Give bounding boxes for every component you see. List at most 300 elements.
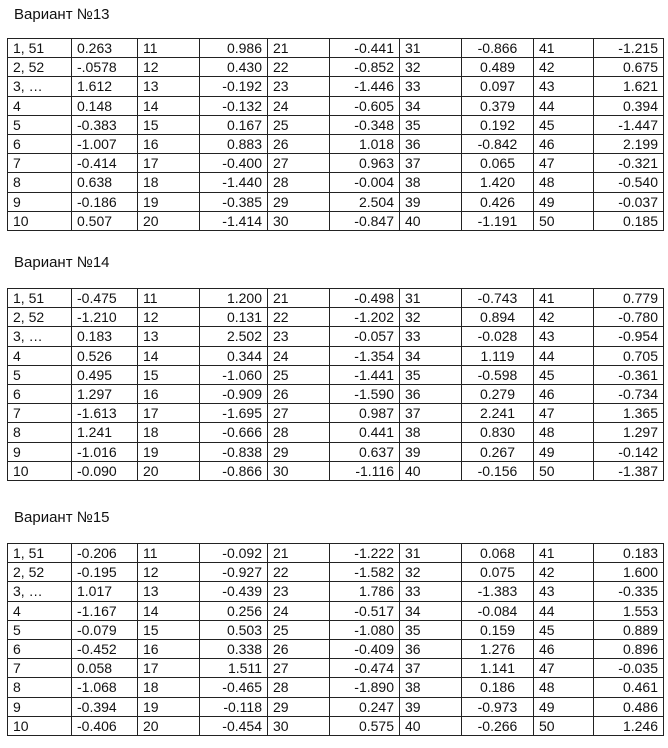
value-cell: 1.017 — [72, 582, 138, 601]
index-cell: 9 — [8, 442, 72, 461]
index-cell: 30 — [268, 461, 330, 480]
table-row — [8, 697, 664, 716]
table-row — [8, 659, 664, 678]
value-cell: 0.192 — [462, 115, 534, 134]
value-cell: -1.191 — [462, 211, 534, 230]
value-cell: 0.503 — [200, 620, 268, 639]
value-cell: -0.454 — [200, 716, 268, 735]
value-cell: 0.963 — [330, 154, 400, 173]
value-cell: -0.385 — [200, 192, 268, 211]
value-cell: -1.441 — [330, 365, 400, 384]
index-cell: 15 — [138, 620, 200, 639]
index-cell: 40 — [400, 211, 462, 230]
value-cell: -0.452 — [72, 639, 138, 658]
value-cell: 1.241 — [72, 423, 138, 442]
index-cell: 45 — [534, 365, 594, 384]
index-cell: 39 — [400, 442, 462, 461]
table-row — [8, 58, 664, 77]
table-row — [8, 423, 664, 442]
index-cell: 6 — [8, 384, 72, 403]
value-cell: 0.186 — [462, 678, 534, 697]
value-cell: -1.440 — [200, 173, 268, 192]
index-cell: 31 — [400, 544, 462, 563]
value-cell: -1.210 — [72, 308, 138, 327]
index-cell: 20 — [138, 461, 200, 480]
value-cell: -0.118 — [200, 697, 268, 716]
value-cell: -0.195 — [72, 563, 138, 582]
value-cell: 0.256 — [200, 601, 268, 620]
index-cell: 29 — [268, 442, 330, 461]
index-cell: 42 — [534, 58, 594, 77]
index-cell: 44 — [534, 346, 594, 365]
value-cell: -0.409 — [330, 639, 400, 658]
index-cell: 35 — [400, 115, 462, 134]
index-cell: 8 — [8, 173, 72, 192]
value-cell: -0.973 — [462, 697, 534, 716]
variant-14-table — [7, 288, 664, 481]
index-cell: 21 — [268, 39, 330, 58]
value-cell: -0.090 — [72, 461, 138, 480]
variant-13-title: Вариант №13 — [14, 6, 110, 23]
value-cell: -0.028 — [462, 327, 534, 346]
index-cell: 28 — [268, 678, 330, 697]
index-cell: 46 — [534, 134, 594, 153]
index-cell: 48 — [534, 678, 594, 697]
index-cell: 28 — [268, 173, 330, 192]
table-row — [8, 134, 664, 153]
value-cell: 0.058 — [72, 659, 138, 678]
value-cell: -0.192 — [200, 77, 268, 96]
index-cell: 18 — [138, 423, 200, 442]
index-cell: 44 — [534, 601, 594, 620]
value-cell: -1.080 — [330, 620, 400, 639]
table-row — [8, 346, 664, 365]
value-cell: -0.743 — [462, 289, 534, 308]
index-cell: 15 — [138, 365, 200, 384]
index-cell: 13 — [138, 77, 200, 96]
table-row — [8, 173, 664, 192]
index-cell: 37 — [400, 659, 462, 678]
value-cell: 0.675 — [594, 58, 664, 77]
value-cell: -0.132 — [200, 96, 268, 115]
value-cell: 0.247 — [330, 697, 400, 716]
index-cell: 25 — [268, 115, 330, 134]
index-cell: 33 — [400, 327, 462, 346]
value-cell: 0.896 — [594, 639, 664, 658]
index-cell: 11 — [138, 39, 200, 58]
value-cell: 1.119 — [462, 346, 534, 365]
index-cell: 27 — [268, 154, 330, 173]
index-cell: 22 — [268, 308, 330, 327]
value-cell: 1.612 — [72, 77, 138, 96]
index-cell: 2, 52 — [8, 308, 72, 327]
table-row — [8, 308, 664, 327]
index-cell: 3, … — [8, 582, 72, 601]
table-row — [8, 639, 664, 658]
value-cell: 1.621 — [594, 77, 664, 96]
table-row — [8, 211, 664, 230]
value-cell: -1.582 — [330, 563, 400, 582]
value-cell: -0.852 — [330, 58, 400, 77]
table-row — [8, 115, 664, 134]
value-cell: -1.446 — [330, 77, 400, 96]
value-cell: -1.383 — [462, 582, 534, 601]
index-cell: 10 — [8, 461, 72, 480]
value-cell: -0.186 — [72, 192, 138, 211]
index-cell: 45 — [534, 620, 594, 639]
value-cell: 0.489 — [462, 58, 534, 77]
index-cell: 40 — [400, 716, 462, 735]
value-cell: 1.786 — [330, 582, 400, 601]
value-cell: 0.426 — [462, 192, 534, 211]
table-row — [8, 96, 664, 115]
value-cell: 0.779 — [594, 289, 664, 308]
value-cell: -0.361 — [594, 365, 664, 384]
table-row — [8, 289, 664, 308]
index-cell: 48 — [534, 423, 594, 442]
value-cell: -0.909 — [200, 384, 268, 403]
value-cell: -0.092 — [200, 544, 268, 563]
index-cell: 32 — [400, 58, 462, 77]
value-cell: 0.507 — [72, 211, 138, 230]
value-cell: 0.183 — [72, 327, 138, 346]
value-cell: 0.883 — [200, 134, 268, 153]
index-cell: 31 — [400, 289, 462, 308]
value-cell: 0.279 — [462, 384, 534, 403]
index-cell: 25 — [268, 620, 330, 639]
table-row — [8, 154, 664, 173]
index-cell: 41 — [534, 544, 594, 563]
value-cell: -0.348 — [330, 115, 400, 134]
index-cell: 7 — [8, 154, 72, 173]
index-cell: 4 — [8, 96, 72, 115]
index-cell: 4 — [8, 601, 72, 620]
index-cell: 7 — [8, 659, 72, 678]
index-cell: 23 — [268, 582, 330, 601]
value-cell: -1.007 — [72, 134, 138, 153]
value-cell: -0.866 — [200, 461, 268, 480]
value-cell: 0.263 — [72, 39, 138, 58]
index-cell: 9 — [8, 697, 72, 716]
value-cell: -1.414 — [200, 211, 268, 230]
value-cell: -0.206 — [72, 544, 138, 563]
index-cell: 46 — [534, 384, 594, 403]
value-cell: 1.553 — [594, 601, 664, 620]
value-cell: -0.037 — [594, 192, 664, 211]
value-cell: -0.335 — [594, 582, 664, 601]
value-cell: -1.167 — [72, 601, 138, 620]
index-cell: 47 — [534, 404, 594, 423]
index-cell: 47 — [534, 154, 594, 173]
value-cell: -0.156 — [462, 461, 534, 480]
index-cell: 20 — [138, 211, 200, 230]
index-cell: 42 — [534, 563, 594, 582]
value-cell: -1.613 — [72, 404, 138, 423]
index-cell: 1, 51 — [8, 39, 72, 58]
index-cell: 16 — [138, 639, 200, 658]
value-cell: -0.400 — [200, 154, 268, 173]
index-cell: 24 — [268, 96, 330, 115]
value-cell: 0.705 — [594, 346, 664, 365]
value-cell: -0.927 — [200, 563, 268, 582]
value-cell: 0.183 — [594, 544, 664, 563]
value-cell: -1.447 — [594, 115, 664, 134]
index-cell: 33 — [400, 582, 462, 601]
index-cell: 25 — [268, 365, 330, 384]
value-cell: -0.474 — [330, 659, 400, 678]
index-cell: 26 — [268, 384, 330, 403]
variant-15-title: Вариант №15 — [14, 509, 110, 526]
index-cell: 13 — [138, 582, 200, 601]
value-cell: 0.097 — [462, 77, 534, 96]
table-row — [8, 678, 664, 697]
index-cell: 45 — [534, 115, 594, 134]
value-cell: 0.889 — [594, 620, 664, 639]
value-cell: 1.200 — [200, 289, 268, 308]
index-cell: 23 — [268, 327, 330, 346]
index-cell: 49 — [534, 192, 594, 211]
value-cell: 0.987 — [330, 404, 400, 423]
index-cell: 15 — [138, 115, 200, 134]
value-cell: 0.344 — [200, 346, 268, 365]
value-cell: -0.142 — [594, 442, 664, 461]
table-row — [8, 563, 664, 582]
value-cell: -1.202 — [330, 308, 400, 327]
table-row — [8, 442, 664, 461]
index-cell: 5 — [8, 620, 72, 639]
index-cell: 41 — [534, 289, 594, 308]
value-cell: 1.297 — [594, 423, 664, 442]
index-cell: 12 — [138, 58, 200, 77]
index-cell: 44 — [534, 96, 594, 115]
index-cell: 49 — [534, 697, 594, 716]
index-cell: 38 — [400, 423, 462, 442]
value-cell: 0.430 — [200, 58, 268, 77]
index-cell: 13 — [138, 327, 200, 346]
value-cell: 1.365 — [594, 404, 664, 423]
index-cell: 42 — [534, 308, 594, 327]
value-cell: 0.830 — [462, 423, 534, 442]
value-cell: -1.590 — [330, 384, 400, 403]
index-cell: 27 — [268, 659, 330, 678]
value-cell: 0.379 — [462, 96, 534, 115]
index-cell: 35 — [400, 365, 462, 384]
index-cell: 36 — [400, 134, 462, 153]
index-cell: 11 — [138, 544, 200, 563]
index-cell: 11 — [138, 289, 200, 308]
index-cell: 8 — [8, 678, 72, 697]
table-row — [8, 327, 664, 346]
index-cell: 12 — [138, 563, 200, 582]
value-cell: -0.383 — [72, 115, 138, 134]
index-cell: 8 — [8, 423, 72, 442]
value-cell: 0.638 — [72, 173, 138, 192]
value-cell: 0.495 — [72, 365, 138, 384]
index-cell: 40 — [400, 461, 462, 480]
index-cell: 4 — [8, 346, 72, 365]
index-cell: 43 — [534, 582, 594, 601]
index-cell: 7 — [8, 404, 72, 423]
value-cell: 0.461 — [594, 678, 664, 697]
value-cell: 2.504 — [330, 192, 400, 211]
index-cell: 50 — [534, 211, 594, 230]
index-cell: 17 — [138, 659, 200, 678]
index-cell: 32 — [400, 563, 462, 582]
value-cell: -0.498 — [330, 289, 400, 308]
table-row — [8, 192, 664, 211]
value-cell: 1.297 — [72, 384, 138, 403]
value-cell: 1.420 — [462, 173, 534, 192]
index-cell: 34 — [400, 96, 462, 115]
index-cell: 1, 51 — [8, 544, 72, 563]
index-cell: 41 — [534, 39, 594, 58]
index-cell: 30 — [268, 211, 330, 230]
index-cell: 39 — [400, 192, 462, 211]
index-cell: 18 — [138, 678, 200, 697]
index-cell: 34 — [400, 601, 462, 620]
value-cell: -0.035 — [594, 659, 664, 678]
value-cell: -1.215 — [594, 39, 664, 58]
value-cell: -.0578 — [72, 58, 138, 77]
index-cell: 16 — [138, 134, 200, 153]
value-cell: -0.414 — [72, 154, 138, 173]
index-cell: 17 — [138, 154, 200, 173]
value-cell: 0.068 — [462, 544, 534, 563]
value-cell: 0.075 — [462, 563, 534, 582]
value-cell: 0.131 — [200, 308, 268, 327]
value-cell: -0.084 — [462, 601, 534, 620]
index-cell: 37 — [400, 154, 462, 173]
value-cell: 2.199 — [594, 134, 664, 153]
index-cell: 6 — [8, 134, 72, 153]
index-cell: 43 — [534, 327, 594, 346]
table-row — [8, 544, 664, 563]
index-cell: 47 — [534, 659, 594, 678]
value-cell: -0.598 — [462, 365, 534, 384]
variant-15-table — [7, 543, 664, 736]
value-cell: 1.600 — [594, 563, 664, 582]
index-cell: 21 — [268, 289, 330, 308]
value-cell: 0.159 — [462, 620, 534, 639]
index-cell: 12 — [138, 308, 200, 327]
value-cell: 0.526 — [72, 346, 138, 365]
table-row — [8, 461, 664, 480]
value-cell: 0.185 — [594, 211, 664, 230]
value-cell: -1.016 — [72, 442, 138, 461]
variant-14-title: Вариант №14 — [14, 254, 110, 271]
index-cell: 2, 52 — [8, 58, 72, 77]
index-cell: 38 — [400, 678, 462, 697]
value-cell: -0.734 — [594, 384, 664, 403]
index-cell: 2, 52 — [8, 563, 72, 582]
index-cell: 28 — [268, 423, 330, 442]
value-cell: -1.890 — [330, 678, 400, 697]
index-cell: 48 — [534, 173, 594, 192]
value-cell: 1.246 — [594, 716, 664, 735]
value-cell: 0.637 — [330, 442, 400, 461]
table-row — [8, 582, 664, 601]
index-cell: 3, … — [8, 327, 72, 346]
index-cell: 22 — [268, 563, 330, 582]
index-cell: 14 — [138, 346, 200, 365]
index-cell: 10 — [8, 211, 72, 230]
value-cell: 2.241 — [462, 404, 534, 423]
index-cell: 24 — [268, 346, 330, 365]
index-cell: 46 — [534, 639, 594, 658]
index-cell: 5 — [8, 115, 72, 134]
table-row — [8, 365, 664, 384]
value-cell: 0.065 — [462, 154, 534, 173]
value-cell: -0.057 — [330, 327, 400, 346]
index-cell: 24 — [268, 601, 330, 620]
value-cell: -0.780 — [594, 308, 664, 327]
value-cell: -0.465 — [200, 678, 268, 697]
value-cell: -1.060 — [200, 365, 268, 384]
value-cell: -1.068 — [72, 678, 138, 697]
index-cell: 3, … — [8, 77, 72, 96]
index-cell: 5 — [8, 365, 72, 384]
index-cell: 19 — [138, 442, 200, 461]
index-cell: 38 — [400, 173, 462, 192]
index-cell: 43 — [534, 77, 594, 96]
index-cell: 17 — [138, 404, 200, 423]
index-cell: 19 — [138, 697, 200, 716]
index-cell: 6 — [8, 639, 72, 658]
value-cell: -1.387 — [594, 461, 664, 480]
variant-13-table — [7, 38, 664, 231]
value-cell: -0.666 — [200, 423, 268, 442]
index-cell: 26 — [268, 134, 330, 153]
value-cell: 2.502 — [200, 327, 268, 346]
index-cell: 26 — [268, 639, 330, 658]
index-cell: 29 — [268, 697, 330, 716]
index-cell: 14 — [138, 96, 200, 115]
value-cell: -0.079 — [72, 620, 138, 639]
index-cell: 36 — [400, 639, 462, 658]
value-cell: 0.894 — [462, 308, 534, 327]
index-cell: 34 — [400, 346, 462, 365]
value-cell: -0.540 — [594, 173, 664, 192]
index-cell: 14 — [138, 601, 200, 620]
index-cell: 1, 51 — [8, 289, 72, 308]
table-row — [8, 620, 664, 639]
index-cell: 31 — [400, 39, 462, 58]
value-cell: -1.354 — [330, 346, 400, 365]
index-cell: 50 — [534, 716, 594, 735]
index-cell: 37 — [400, 404, 462, 423]
index-cell: 21 — [268, 544, 330, 563]
value-cell: -0.838 — [200, 442, 268, 461]
value-cell: -0.394 — [72, 697, 138, 716]
index-cell: 33 — [400, 77, 462, 96]
value-cell: 0.148 — [72, 96, 138, 115]
index-cell: 16 — [138, 384, 200, 403]
value-cell: -0.866 — [462, 39, 534, 58]
index-cell: 35 — [400, 620, 462, 639]
value-cell: 1.141 — [462, 659, 534, 678]
index-cell: 22 — [268, 58, 330, 77]
index-cell: 32 — [400, 308, 462, 327]
table-row — [8, 601, 664, 620]
index-cell: 20 — [138, 716, 200, 735]
value-cell: 0.575 — [330, 716, 400, 735]
table-row — [8, 404, 664, 423]
index-cell: 50 — [534, 461, 594, 480]
index-cell: 30 — [268, 716, 330, 735]
value-cell: -0.847 — [330, 211, 400, 230]
value-cell: -0.517 — [330, 601, 400, 620]
index-cell: 39 — [400, 697, 462, 716]
